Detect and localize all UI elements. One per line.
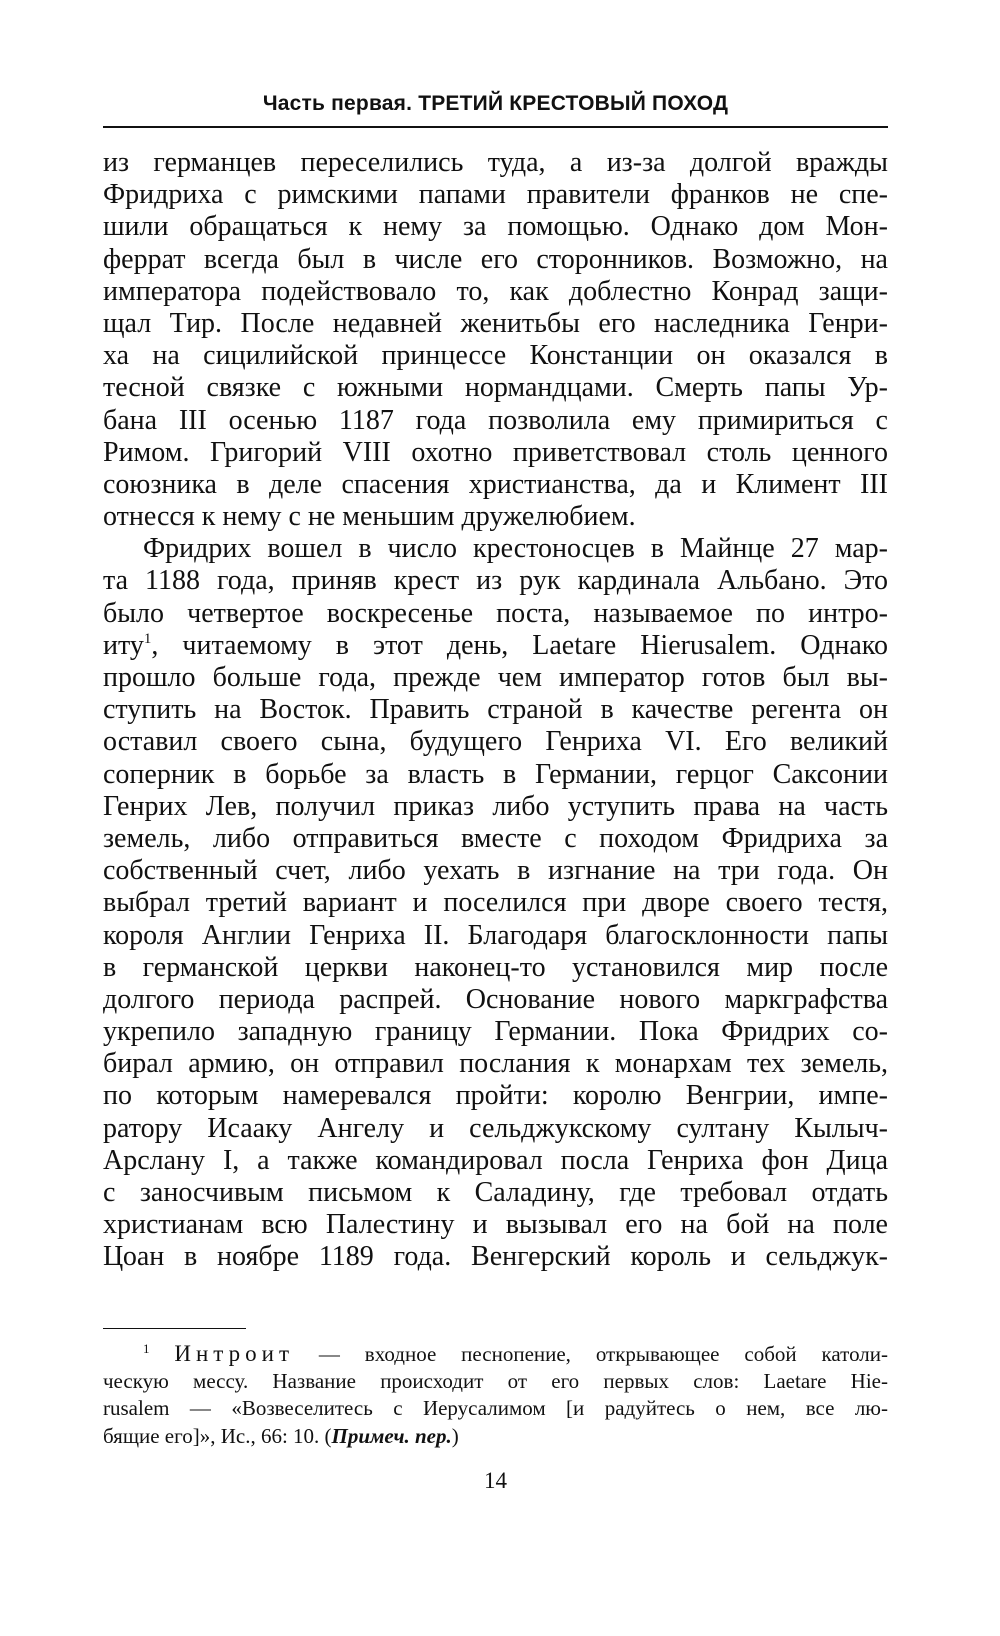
text-line: долгого периода распрей. Основание нового маркграфства [103,983,888,1015]
text-line: в германской церкви наконец-то установился мир после [103,951,888,983]
translator-note-label: Примеч. пер. [331,1423,452,1448]
text-line: та 1188 года, приняв крест из рук кардинала Альбано. Это [103,565,888,597]
text-line: Генрих Лев, получил приказ либо уступить права на часть [103,790,888,822]
text-line: ступить на Восток. Править страной в качестве регента он [103,694,888,726]
text-line: бирал армию, он отправил послания к монархам тех земель, [103,1048,888,1080]
text-line: собственный счет, либо уехать в изгнание на три года. Он [103,855,888,887]
footnote [103,1340,888,1450]
main-text [103,147,888,1274]
text-line: отнесся к нему с не меньшим дружелюбием. [103,501,636,533]
footnote-line [103,1423,888,1451]
text-line: ратору Исааку Ангелу и сельджукскому султану Кылыч- [103,1112,888,1144]
text-line: укрепило западную границу Германии. Пока Фридрих со- [103,1016,888,1048]
footnote-fragment: бящие его]», Ис., 66: 10. ( [103,1423,332,1448]
text-line: земель, либо отправиться вместе с походом Фридриха за [103,822,888,854]
text-line: тесной связке с южными нормандцами. Смерть папы Ур- [103,372,888,404]
page-number: 14 [484,1468,507,1493]
header-rule [103,126,888,128]
text-line: короля Англии Генриха II. Благодаря благосклонности папы [103,919,888,951]
running-header: Часть первая. ТРЕТИЙ КРЕСТОВЫЙ ПОХОД [262,92,729,115]
text-fragment: , читаемому в этот день, Laetare Hierusalem. Однако [151,629,888,661]
text-line-with-footnote [103,630,888,662]
text-line: феррат всегда был в числе его сторонников. Возможно, на [103,243,888,275]
text-line: Цоан в ноябре 1189 года. Венгерский король и сельджук- [103,1241,888,1273]
text-line: Римом. Григорий VIII охотно приветствовал столь ценного [103,436,888,468]
footnote-fragment: ) [451,1423,459,1448]
text-line: выбрал третий вариант и поселился при дворе своего тестя, [103,887,888,919]
text-line: с заносчивым письмом к Саладину, где требовал отдать [103,1177,888,1208]
text-line: Фридрих вошел в число крестоносцев в Майнце 27 мар- [143,533,888,565]
footnote-separator [103,1328,246,1329]
text-line: союзника в деле спасения христианства, да и Климент III [103,468,888,500]
text-line: из германцев переселились туда, а из-за долгой вражды [103,147,888,178]
footnote-term: Интроит [174,1341,295,1366]
text-line: по которым намеревался пройти: королю Венгрии, импе- [103,1080,888,1112]
text-line: бана III осенью 1187 года позволила ему примириться с [103,404,888,436]
text-line: прошло больше года, прежде чем император готов был вы- [103,662,888,693]
footnote-line: ческую мессу. Название происходит от его первых слов: Laetare Hie- [103,1368,888,1393]
footnote-line: rusalem — «Возвеселитесь с Иерусалимом [и радуйтесь о нем, все лю- [103,1396,888,1420]
text-line: Арслану I, а также командировал посла Генриха фон Дица [103,1144,888,1176]
text-line: Фридриха с римскими папами правители франков не спе- [103,179,888,211]
footnote-line [103,1340,888,1368]
text-line: оставил своего сына, будущего Генриха VI. Его великий [103,726,888,758]
text-line: шили обращаться к нему за помощью. Однако дом Мон- [103,211,888,243]
text-line: щал Тир. После недавней женитьбы его наследника Генри- [103,307,888,339]
text-line: императора подействовало то, как доблестно Конрад защи- [103,275,888,307]
text-line: соперник в борьбе за власть в Германии, герцог Саксонии [103,758,888,790]
text-line: было четвертое воскресенье поста, называемое по интро- [103,597,888,629]
text-line: христианам всю Палестину и вызывал его на бой на поле [103,1209,888,1241]
text-fragment: иту [103,629,144,661]
footnote-number: 1 [143,1341,150,1356]
footnote-reference[interactable]: 1 [143,630,152,647]
footnote-fragment: — входное песнопение, открывающее собой католи- [294,1342,889,1366]
text-line: ха на сицилийской принцессе Констанции он оказался в [103,340,888,372]
